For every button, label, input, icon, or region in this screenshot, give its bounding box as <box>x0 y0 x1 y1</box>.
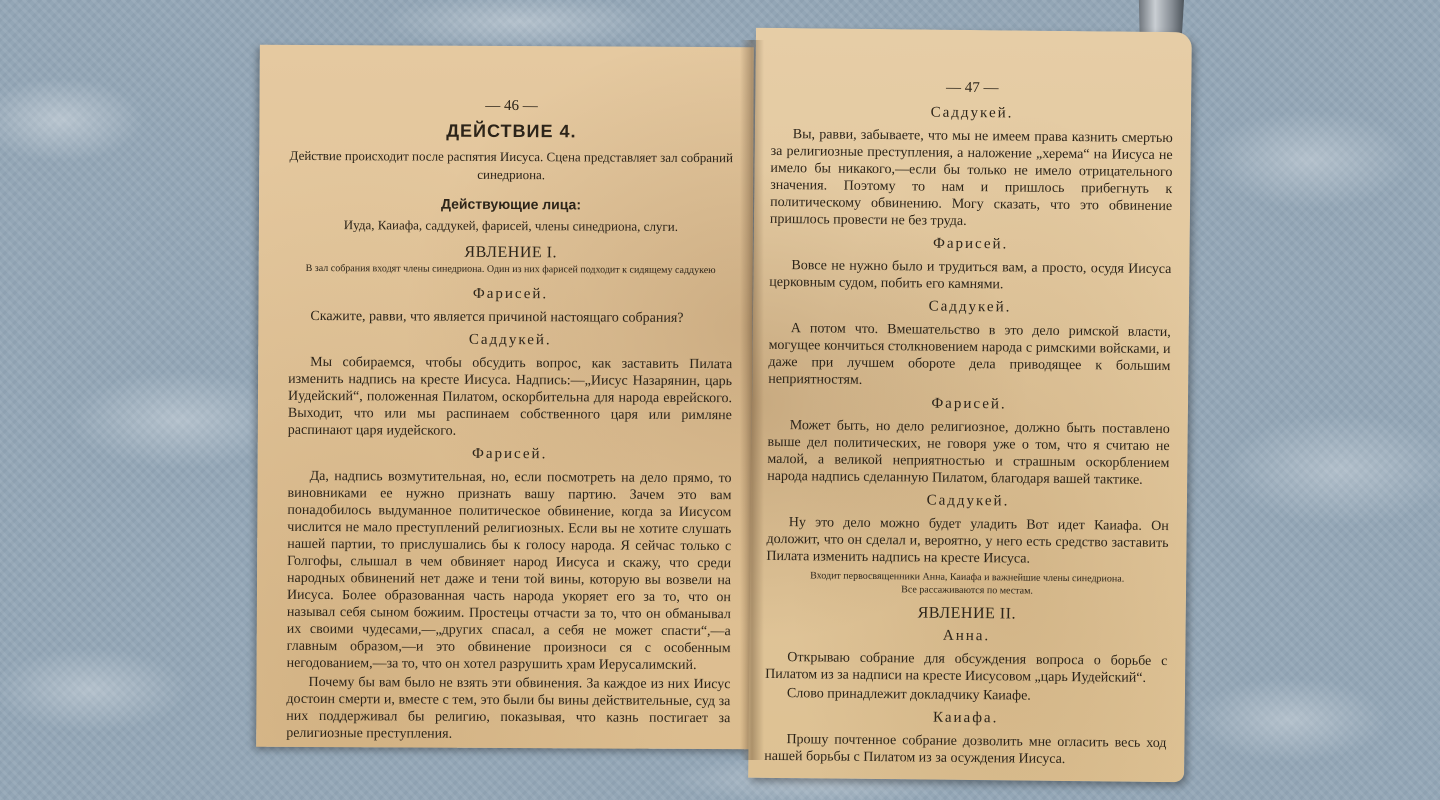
speaker-name: Анна. <box>942 627 991 645</box>
speech-text: Может быть, но дело религиозное, должно быть поставлено выше дел политических, не говоря уже о том, что я считаю не малой, а великой неприятностью и страшным оскорблением народа надпись сделанную Пилатом, благодаря вашей тактике. <box>767 418 1170 488</box>
speech-text: Ну это дело можно будет уладить Вот идет Каиафа. Он доложит, что он сделал и, вероятно, у него есть средство заставить Пилата изменить надпись на кресте Иисуса. <box>766 515 1169 567</box>
speaker-name: Саддукей. <box>928 298 1012 316</box>
act-title: ДЕЙСТВИЕ 4. <box>446 120 577 142</box>
speech-text: А потом что. Вмешательство в это дело римской власти, могущее кончиться столкновением народа с римскими войсками, и даже при лучшем обороте дела приводящее к большим неприятностям. <box>768 321 1171 388</box>
left-page <box>256 45 754 750</box>
speaker-name: Саддукей. <box>930 104 1014 122</box>
scene-title: ЯВЛЕНИЕ I. <box>464 243 558 262</box>
speech-text: Скажите, равви, что является причиной настоящаго собрания? <box>310 308 684 326</box>
speaker-name: Фарисей. <box>472 285 549 303</box>
stage-direction-line: Все рассаживаются по местам. <box>901 584 1034 597</box>
page-number: — 47 — <box>945 79 999 97</box>
speaker-name: Фарисей. <box>931 395 1007 413</box>
speaker-name: Фарисей. <box>932 235 1009 253</box>
page-number: — 46 — <box>485 97 538 115</box>
scene-title: ЯВЛЕНИЕ II. <box>917 604 1017 623</box>
act-intro: Действие происходит после распятия Иисуса. Сцена представляет зал собраний синедриона. <box>289 147 733 183</box>
right-page <box>748 28 1192 783</box>
stage-direction <box>766 569 1168 599</box>
speech-text: Мы собираемся, чтобы обсудить вопрос, как заставить Пилата изменить надпись на кресте Иисуса. Надпись:—„Иисус Назарянин, царь Иудейский“, положенная Пилатом, оскорбительна для народа еврейского. Выходит, что или мы распинаем собственного царя или римляне распинают царя иудейского. <box>287 354 733 439</box>
speech-text: Слово принадлежит докладчику Каиафе. <box>786 686 1031 704</box>
speech-text: Вовсе не нужно было и трудиться вам, а просто, осудя Иисуса церковным судом, побить его камнями. <box>769 258 1172 293</box>
speech-text: Открываю собрание для обсуждения вопроса о борьбе с Пилатом из за надписи на кресте Иисусовом „царь Иудейский“. <box>765 650 1168 686</box>
speech-text: Почему бы вам было не взять эти обвинения. За каждое из них Иисус достоин смерти и, вместе с тем, это были бы вины действительные, суд за них поддерживал бы религию, показывая, что казнь постигает за религиозные преступления. <box>286 674 731 742</box>
speech-text: Прошу почтенное собрание дозволить мне огласить весь ход нашей борьбы с Пилатом из за осуждения Иисуса. <box>764 732 1167 768</box>
stage-direction-line: Входит первосвященники Анна, Каиафа и важнейшие члены синедриона. <box>810 570 1125 585</box>
cast-list: Иуда, Каиафа, саддукей, фарисей, члены синедриона, слуги. <box>343 217 679 234</box>
speaker-name: Каиафа. <box>932 709 999 727</box>
stage-direction: В зал собрания входят члены синедриона. Один из них фарисей подходит к сидящему саддукею <box>305 262 716 277</box>
speaker-name: Саддукей. <box>468 331 552 349</box>
speaker-name: Саддукей. <box>926 492 1010 510</box>
cast-title: Действующие лица: <box>440 195 582 213</box>
speaker-name: Фарисей. <box>472 445 548 463</box>
speech-text: Да, надпись возмутительная, но, если посмотреть на дело прямо, то виновниками ее нужно признать вашу партию. Зачем это вам понадобилось выдуманное политическое обвинение, когда за Иисусом числится не мало преступлений религиозных. Если вы не хотите слушать нашей партии, то прислушались бы к голосу народа. Я сейчас только с Голгофы, слышал в чем обвиняет народ Иисуса и скажу, что среди народных обвинений нет даже и тени той вины, которую вы возвели на Иисуса. Более образованная часть народа укоряет его за то, что он называл себя сыном божиим. Простецы отчасти за то, что он обманывал их своими чудесами,—„других спасал, а себя не может спасти“,—а главным образом,—и это обвинение произноси ся с особенным негодованием,—за то, что он хотел разрушить храм Иерусалимский. <box>286 468 732 674</box>
speech-text: Вы, равви, забываете, что мы не имеем права казнить смертью за религиозные преступления, а наложение „херема“ на Иисуса не имело бы никакого,—если бы только не имело отрицательного значения. Поэтому то нам и пришлось прибегнуть к политическому обвинению. Могу сказать, что это обвинение пришлось провести не без труда. <box>769 127 1173 229</box>
